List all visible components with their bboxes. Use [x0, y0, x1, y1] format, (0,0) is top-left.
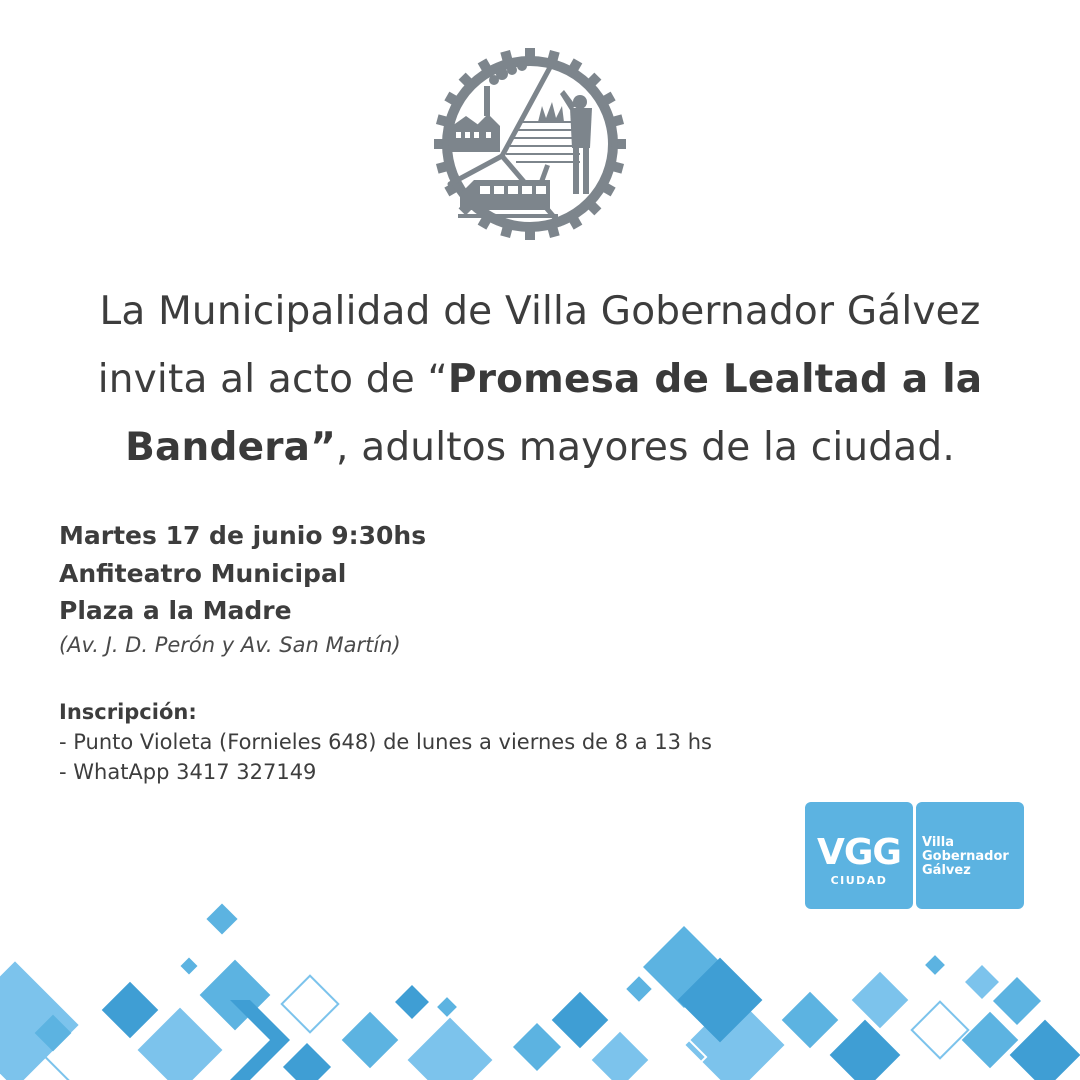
vgg-abbr: VGG	[817, 832, 901, 873]
headline-bold-1: Promesa de Lealtad a la	[447, 357, 983, 402]
headline-line-3-suffix: , adultos mayores de la ciudad.	[336, 425, 955, 470]
vgg-ciudad-logo	[805, 802, 1024, 909]
registration-info	[59, 697, 712, 787]
vgg-name-line-1: Villa	[922, 835, 954, 850]
registration-item-whatsapp: - WhatApp 3417 327149	[59, 760, 317, 784]
event-place: Plaza a la Madre	[59, 596, 292, 625]
event-date-time: Martes 17 de junio 9:30hs	[59, 521, 427, 550]
vgg-subtitle: CIUDAD	[830, 874, 888, 887]
decorative-diamond-pattern	[0, 900, 1080, 1080]
diamond-shapes	[0, 903, 1080, 1080]
municipal-seal-icon	[430, 44, 630, 244]
vgg-logo-name	[916, 802, 1024, 909]
registration-title: Inscripción:	[59, 700, 197, 724]
registration-item-punto-violeta: - Punto Violeta (Fornieles 648) de lunes a viernes de 8 a 13 hs	[59, 730, 712, 754]
event-details	[59, 517, 426, 660]
invitation-headline	[20, 278, 1060, 482]
event-venue: Anfiteatro Municipal	[59, 558, 347, 588]
vgg-name-line-2: Gobernador	[922, 849, 1009, 864]
vgg-logo-mark	[805, 802, 913, 909]
vgg-name-line-3: Gálvez	[922, 863, 971, 878]
headline-line-2-prefix: invita al acto de “	[97, 357, 448, 402]
headline-bold-2: Bandera”	[125, 425, 337, 470]
event-address: (Av. J. D. Perón y Av. San Martín)	[59, 632, 401, 657]
headline-line-1: La Municipalidad de Villa Gobernador Gálvez	[99, 289, 981, 334]
